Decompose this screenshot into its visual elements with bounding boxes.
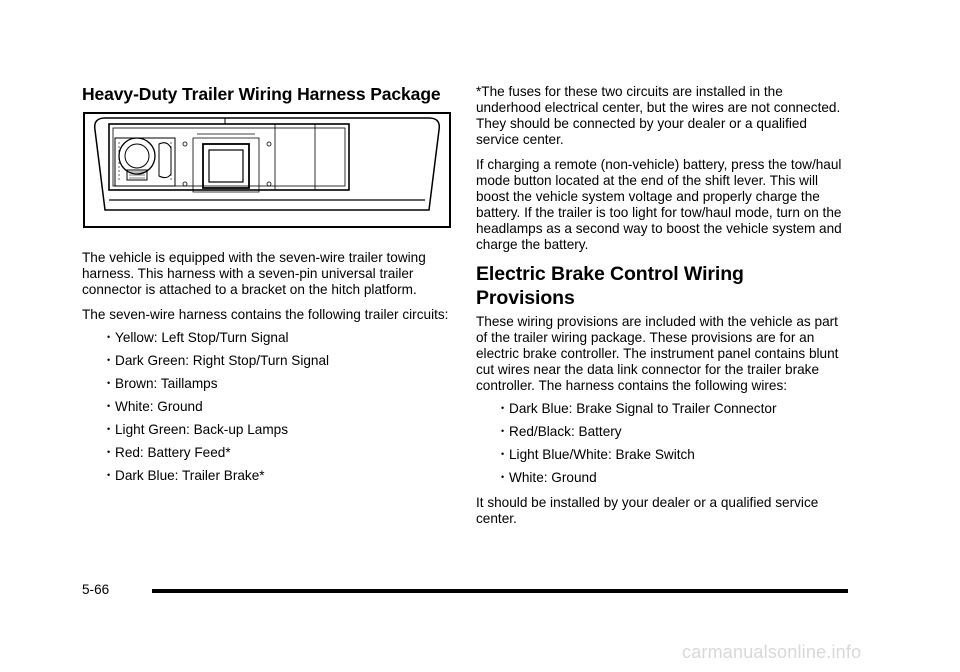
- paragraph-harness-intro: The vehicle is equipped with the seven-wire trailer towing harness. This harness with a seven-pin universal trailer connector is attached to a bracket on the hitch platform.: [82, 250, 426, 297]
- paragraph-wiring-provisions: These wiring provisions are included with the vehicle as part of the trailer wiring package. These provisions are for an electric brake controller. The instrument panel contains blunt cut wires near the data link connector for the trailer brake controller. The harness contains the following wires:: [476, 314, 839, 393]
- bullet-icon: •: [107, 332, 111, 342]
- circuit-list: [82, 330, 452, 484]
- left-text: [82, 250, 452, 484]
- bullet-icon: •: [501, 472, 505, 482]
- list-item: • Red/Black: Battery: [501, 424, 622, 439]
- watermark: carmanualsonline.info: [682, 642, 862, 662]
- bullet-icon: •: [107, 401, 111, 411]
- hitch-connector-drawing: [85, 114, 449, 226]
- list-item: • Dark Green: Right Stop/Turn Signal: [107, 353, 330, 368]
- bullet-icon: •: [501, 449, 505, 459]
- page-number: 5-66: [82, 582, 110, 597]
- list-item: • Dark Blue: Brake Signal to Trailer Connector: [501, 401, 777, 416]
- paragraph-install-note: It should be installed by your dealer or a qualified service center.: [476, 495, 819, 526]
- paragraph-harness-circuits: The seven-wire harness contains the following trailer circuits:: [82, 307, 449, 322]
- bullet-icon: •: [107, 470, 111, 480]
- wire-list: [476, 401, 848, 486]
- bullet-icon: •: [107, 355, 111, 365]
- bullet-icon: •: [501, 403, 505, 413]
- bullet-icon: •: [107, 378, 111, 388]
- bullet-icon: •: [501, 426, 505, 436]
- list-item: • Yellow: Left Stop/Turn Signal: [107, 330, 289, 345]
- list-item: • Brown: Taillamps: [107, 376, 218, 391]
- section-heading-trailer-harness: Heavy-Duty Trailer Wiring Harness Package: [82, 84, 441, 104]
- bullet-icon: •: [107, 424, 111, 434]
- paragraph-fuses-note: *The fuses for these two circuits are installed in the underhood electrical center, but the wires are not connected. They should be connected by your dealer or a qualified service center.: [476, 84, 841, 147]
- bullet-icon: •: [107, 447, 111, 457]
- paragraph-charging: If charging a remote (non-vehicle) battery, press the tow/haul mode button located at the end of the shift lever. This will boost the vehicle system voltage and properly charge the battery. If the trailer is too light for tow/haul mode, turn on the headlamps as a second way to boost the vehicle system and charge the battery.: [476, 157, 842, 252]
- list-item: • Dark Blue: Trailer Brake*: [107, 468, 265, 483]
- right-text-bottom: [476, 314, 848, 527]
- footer-rule: [152, 589, 848, 593]
- list-item: • Red: Battery Feed*: [107, 445, 231, 460]
- list-item: • Light Blue/White: Brake Switch: [501, 447, 695, 462]
- trailer-harness-illustration: [83, 112, 451, 228]
- list-item: • White: Ground: [107, 399, 203, 414]
- list-item: • Light Green: Back-up Lamps: [107, 422, 289, 437]
- list-item: • White: Ground: [501, 470, 597, 485]
- right-text-top: [476, 84, 848, 253]
- section-heading-brake-wiring: Electric Brake Control Wiring Provisions: [476, 263, 744, 309]
